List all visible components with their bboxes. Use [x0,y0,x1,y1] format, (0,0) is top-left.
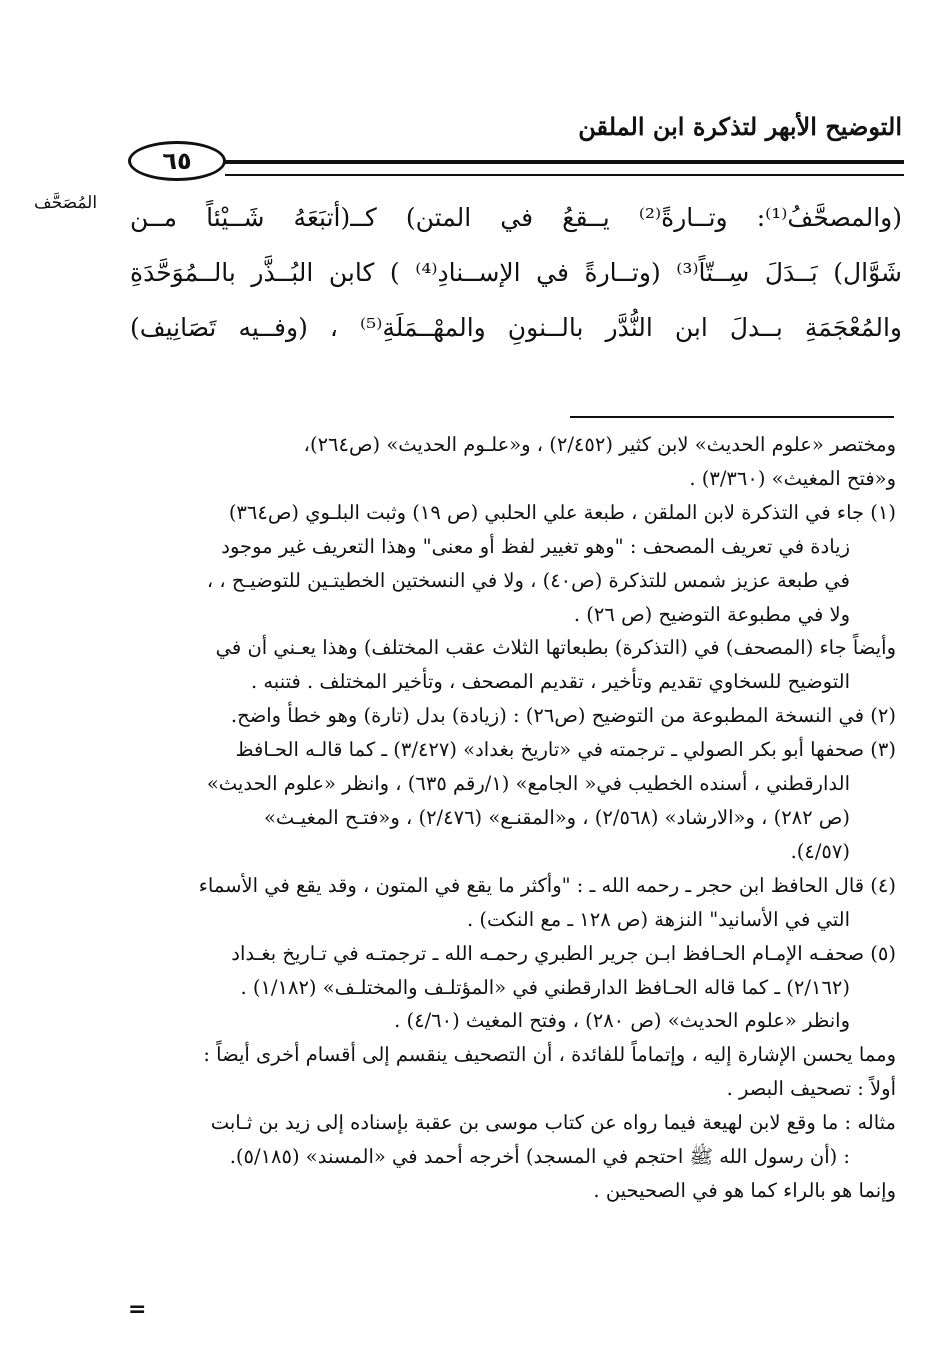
footnote-line: (٥) صحفـه الإمـام الحـافظ ابـن جرير الطبري رحمـه الله ـ ترجمتـه في تـاريخ بغـداد [231,941,896,965]
header-divider [225,160,904,176]
footnote-line: (٤) قال الحافظ ابن حجر ـ رحمه الله ـ : "وأكثر ما يقع في المتون ، وقد يقع في الأسماء [198,873,896,897]
main-text [130,190,902,355]
main-text-line: شَوَّال) بَــدَلَ سِــتّاً⁽³⁾ (وتــارةً في الإســنادِ⁽⁴⁾ ) كابن البُــذَّر بالــمُوَحَّدَةِ [130,258,902,287]
footnote-line: : (أن رسول الله ﷺ احتجم في المسجد) أخرجه أحمد في «المسند» (٥/١٨٥). [229,1145,850,1169]
footnote-line: زيادة في تعريف المصحف : "وهو تغيير لفظ أو معنى" وهذا التعريف غير موجود [221,534,850,558]
footnote-line: التوضيح للسخاوي تقديم وتأخير ، تقديم المصحف ، وتأخير المختلف . فتنبه . [250,670,850,694]
footnote-line: وإنما هو بالراء كما هو في الصحيحين . [593,1178,896,1202]
footnote-divider [570,416,894,418]
footnotes [128,428,896,1208]
footnote-line: ومما يحسن الإشارة إليه ، وإتماماً للفائدة ، أن التصحيف ينقسم إلى أقسام أخرى أيضاً : [203,1043,896,1067]
footnote-line: ومختصر «علوم الحديث» لابن كثير (٢/٤٥٢) ، و«علـوم الحديث» (ص٢٦٤)، [303,433,896,456]
footnote-line: (٣) صحفها أبو بكر الصولي ـ ترجمته في «تاريخ بغداد» (٣/٤٢٧) ـ كما قالـه الحـافظ [235,738,896,762]
footnote-line: (١) جاء في التذكرة لابن الملقن ، طبعة علي الحلبي (ص ١٩) وثبت البلـوي (ص٣٦٤) [228,500,896,524]
footnote-line: و«فتح المغيث» (٣/٣٦٠) . [689,466,896,490]
footnote-line: الدارقطني ، أسنده الخطيب في« الجامع» (١/رقم ٦٣٥) ، وانظر «علوم الحديث» [206,772,850,796]
margin-note: المُصَحَّف [34,193,98,213]
footnote-line: وانظر «علوم الحديث» (ص ٢٨٠) ، وفتح المغيث (٤/٦٠) . [394,1009,850,1033]
end-mark: = [128,1297,147,1322]
footnote-line: (٤/٥٧). [790,839,850,863]
footnote-line: التي في الأسانيد" النزهة (ص ١٢٨ ـ مع النكت) . [466,907,850,931]
footnote-line: أولاً : تصحيف البصر . [726,1077,896,1101]
footnote-line: مثاله : ما وقع لابن لهيعة فيما رواه عن كتاب موسى بن عقبة بإسناده إلى زيد بن ثـابت [210,1111,896,1135]
main-text-line: والمُعْجَمَةِ بــدلَ ابن النُّدَّر بالــنونِ والمهْــمَلَةِ⁽⁵⁾ ، (وفــيه تَصَانِيف) [130,313,902,342]
footnote-line: في طبعة عزيز شمس للتذكرة (ص٤٠) ، ولا في النسختين الخطيتـين للتوضيـح ، ، [206,568,850,592]
footnote-line: ولا في مطبوعة التوضيح (ص ٢٦) . [573,602,850,626]
page-number: ٦٥ [128,141,226,181]
footnote-line: (٢) في النسخة المطبوعة من التوضيح (ص٢٦) : (زيادة) بدل (تارة) وهو خطأ واضح. [230,704,896,728]
footnote-line: وأيضاً جاء (المصحف) في (التذكرة) بطبعاتها الثلاث عقب المختلف) وهذا يعـني أن في [215,636,896,660]
running-header-title: التوضيح الأبهر لتذكرة ابن الملقن [578,112,902,141]
footnote-line: (٢/١٦٢) ـ كما قاله الحـافظ الدارقطني في «المؤتلـف والمختلـف» (١/١٨٢) . [240,975,850,999]
footnote-line: (ص ٢٨٢) ، و«الارشاد» (٢/٥٦٨) ، و«المقنـع» (٢/٤٧٦) ، و«فتـح المغيـث» [264,805,850,829]
main-text-line: (والمصحَّفُ⁽¹⁾: وتــارةً⁽²⁾ يــقعُ في المتن) كــ(أتبَعَهُ شَــيْئاً مــن [130,203,902,232]
